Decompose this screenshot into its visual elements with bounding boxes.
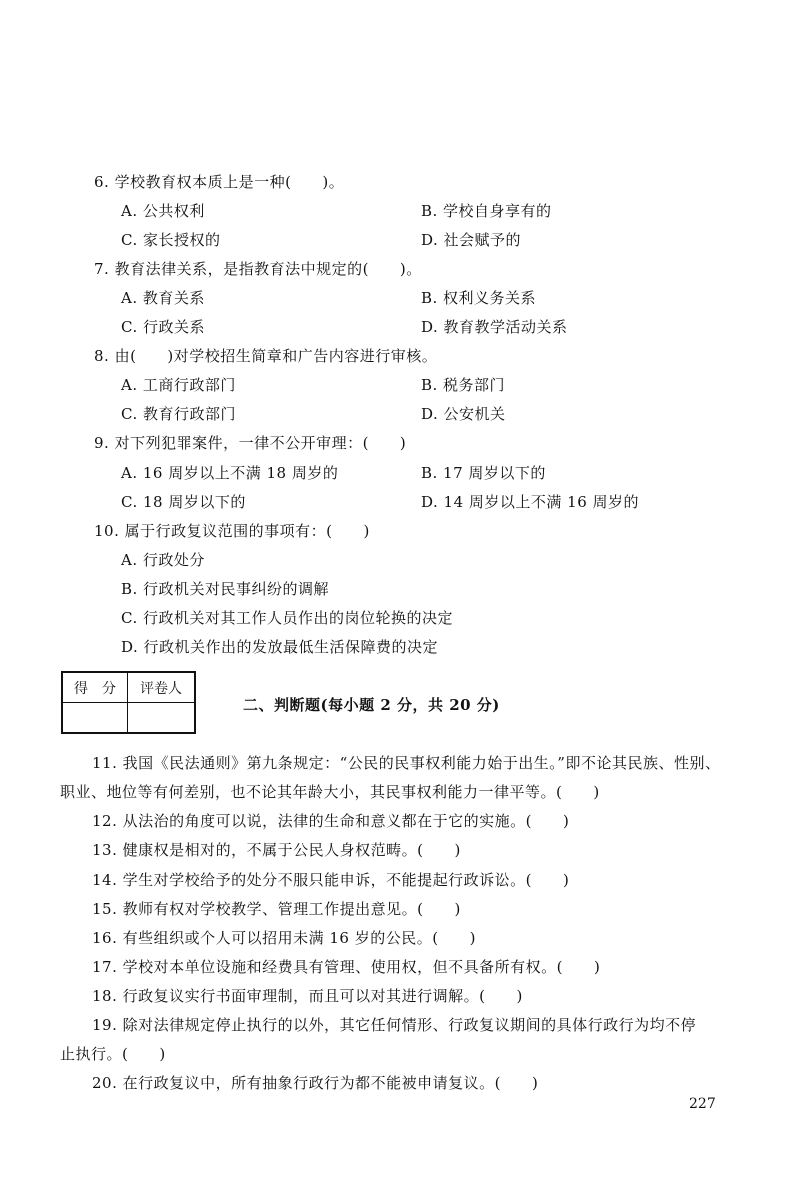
question-15: 15. 教师有权对学校教学、管理工作提出意见。( )	[92, 900, 461, 918]
question-12: 12. 从法治的角度可以说，法律的生命和意义都在于它的实施。( )	[92, 812, 570, 830]
question-6-option-c: C. 家长授权的	[121, 231, 221, 249]
question-11-line-1: 11. 我国《民法通则》第九条规定：“公民的民事权利能力始于出生。”即不论其民族、性别、	[92, 754, 721, 772]
question-6-stem: 6. 学校教育权本质上是一种( )。	[94, 173, 345, 191]
grader-header: 评卷人	[128, 672, 196, 703]
question-9-option-d: D. 14 周岁以上不满 16 周岁的	[421, 493, 640, 511]
question-10-option-a: A. 行政处分	[121, 551, 205, 569]
question-7-option-a: A. 教育关系	[121, 289, 205, 307]
question-10-option-b: B. 行政机关对民事纠纷的调解	[121, 580, 330, 598]
question-7-option-d: D. 教育教学活动关系	[421, 318, 568, 336]
question-9-option-c: C. 18 周岁以下的	[121, 493, 246, 511]
question-19-line-1: 19. 除对法律规定停止执行的以外，其它任何情形、行政复议期间的具体行政行为均不停	[92, 1016, 697, 1034]
section-title: 二、判断题(每小题 2 分，共 20 分)	[243, 696, 500, 714]
question-8-option-d: D. 公安机关	[421, 405, 506, 423]
question-9-option-a: A. 16 周岁以上不满 18 周岁的	[121, 464, 339, 482]
question-18: 18. 行政复议实行书面审理制，而且可以对其进行调解。( )	[92, 987, 523, 1005]
question-17: 17. 学校对本单位设施和经费具有管理、使用权，但不具备所有权。( )	[92, 958, 601, 976]
question-13: 13. 健康权是相对的，不属于公民人身权范畴。( )	[92, 841, 461, 859]
question-11-line-2: 职业、地位等有何差别，也不论其年龄大小，其民事权利能力一律平等。( )	[60, 783, 600, 801]
grader-cell	[128, 703, 196, 734]
question-8-option-a: A. 工商行政部门	[121, 376, 236, 394]
question-16: 16. 有些组织或个人可以招用未满 16 岁的公民。( )	[92, 929, 476, 947]
page-number: 227	[689, 1096, 716, 1112]
question-10-option-d: D. 行政机关作出的发放最低生活保障费的决定	[121, 638, 439, 656]
question-7-stem: 7. 教育法律关系，是指教育法中规定的( )。	[94, 260, 422, 278]
question-8-stem: 8. 由( )对学校招生简章和广告内容进行审核。	[94, 347, 438, 365]
question-6-option-a: A. 公共权利	[121, 202, 205, 220]
question-6-option-b: B. 学校自身享有的	[421, 202, 552, 220]
score-header: 得 分	[62, 672, 128, 703]
question-7-option-c: C. 行政关系	[121, 318, 205, 336]
question-9-stem: 9. 对下列犯罪案件，一律不公开审理：( )	[94, 434, 407, 452]
question-10-option-c: C. 行政机关对其工作人员作出的岗位轮换的决定	[121, 609, 453, 627]
question-20: 20. 在行政复议中，所有抽象行政行为都不能被申请复议。( )	[92, 1074, 539, 1092]
question-19-line-2: 止执行。( )	[60, 1045, 166, 1063]
question-10-stem: 10. 属于行政复议范围的事项有：( )	[94, 522, 370, 540]
score-cell	[62, 703, 128, 734]
question-6-option-d: D. 社会赋予的	[421, 231, 522, 249]
question-7-option-b: B. 权利义务关系	[421, 289, 537, 307]
question-9-option-b: B. 17 周岁以下的	[421, 464, 546, 482]
question-14: 14. 学生对学校给予的处分不服只能申诉，不能提起行政诉讼。( )	[92, 871, 570, 889]
score-box	[61, 671, 196, 734]
question-8-option-c: C. 教育行政部门	[121, 405, 236, 423]
question-8-option-b: B. 税务部门	[421, 376, 506, 394]
